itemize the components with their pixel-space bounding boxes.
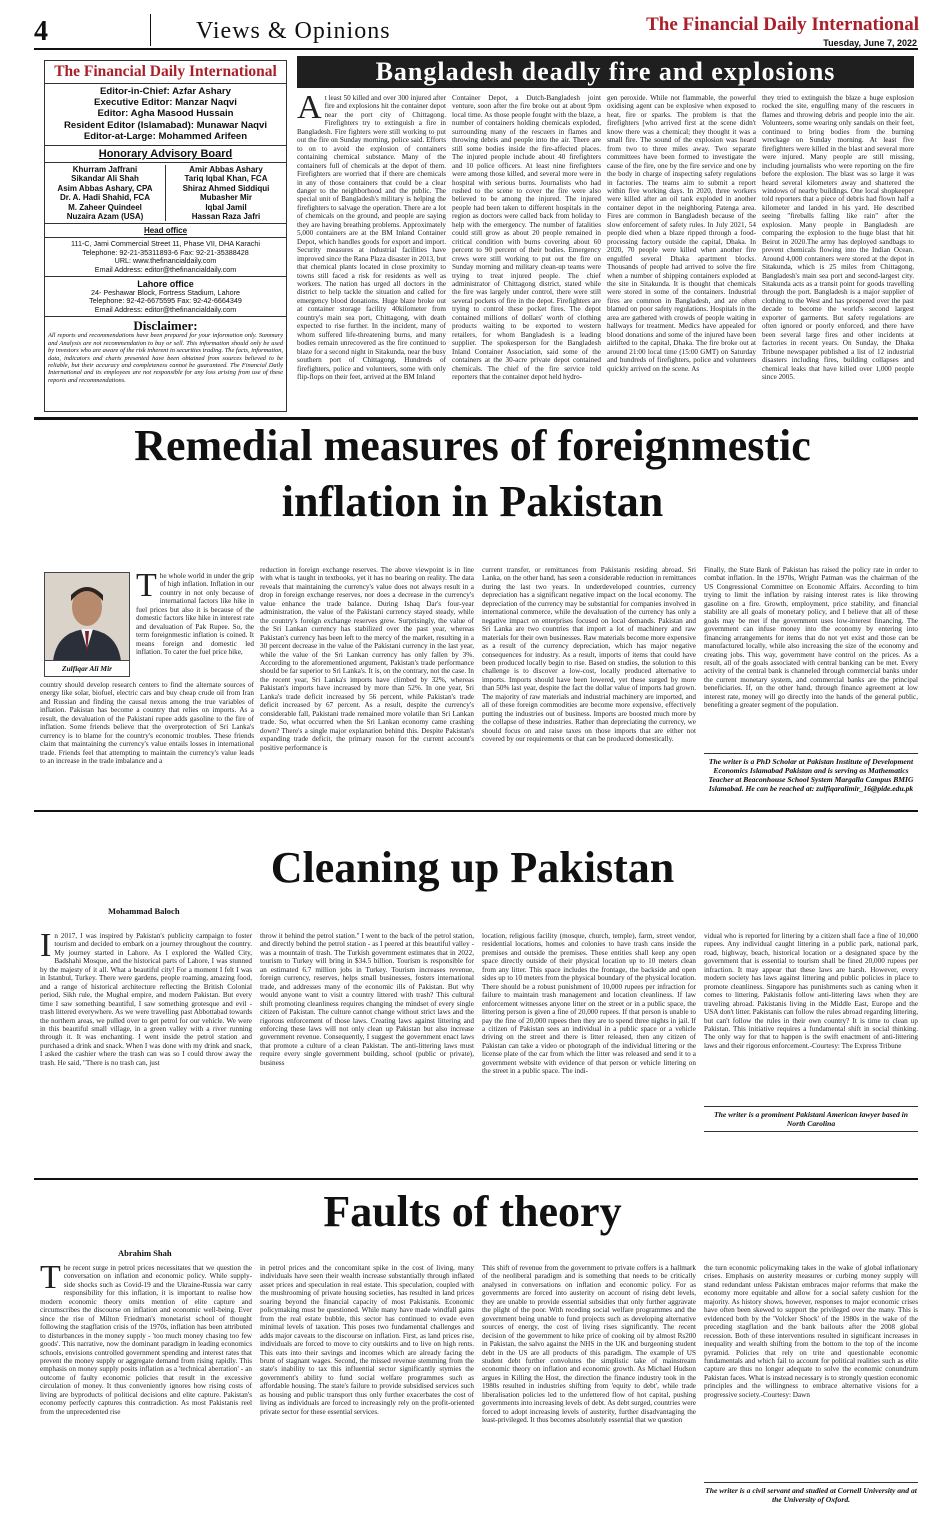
article-1-column-4: they tried to extinguish the blaze a huge explosion rocked the site, engulfing many of the rescuers in flames and throwing debris and people into the air. Volunteers, some wearing only sandals on their feet, continued to bring bodies from the burning wreckage on Sunday morning. At least five firefighters were killed in the blast and several more were injured. Many people are still missing, including journalists who were reporting on the fire before the explosion. The blast was so large it was heard several kilometers away and shattered the windows of nearby buildings. One local shopkeeper told reporters that a piece of debris had flown half a kilometer and landed in his yard. He described seeing "fireballs falling like rain" after the explosion. Many people in Bangladesh are comparing the explosion to the huge blast that hit Beirut in 2020.The army has deployed sandbags to prevent chemicals flowing into the Indian Ocean. Around 4,000 containers were stored at the depot in Sitakunda, which is 25 miles from Chittagong, Bangladesh's main sea port and second-largest city. Sitakunda acts as a transit point for goods travelling through the port. Bangladesh is a major supplier of clothing to the West and has prospered over the past decade to become the world's second largest exporter of garments. But safety regulations are often ignored or poorly enforced, and there have been several large fires and other incidents at factories in recent years. On Sunday, the Dhaka Tribune newspaper published a list of 12 industrial disasters including fires, building collapses and chemical leaks that have killed over 1,000 people since 2005. — [762, 94, 914, 381]
article-3-byline: Mohammad Baloch — [108, 906, 180, 916]
article-2-headline-line-2: inflation in Pakistan — [281, 477, 664, 526]
article-1-column-3: gen peroxide. While not flammable, the powerful oxidising agent can be explosive when exposed to heat, fire or sparks. The problem is that the firefighters [who arrived first at the scene didn't know there was a chemical; they thought it was a small fire. The sound of the explosion was heard from two to three miles away. Two separate committees have been formed to investigate the cause of the fire, one by the fire service and one by the body in charge of inspecting safety regulations in factories. The teams aim to submit a report within five working days. In 2020, three workers were killed after an oil tank exploded in another container depot in the neighboring Patenga area. Fires are common in Bangladesh because of the slow enforcement of safety rules. In July 2021, 54 people died when a blaze ripped through a food-processing factory outside the capital, Dhaka. In 2020, 70 people were killed when another fire engulfed several Dhaka apartment blocks. Thousands of people had arrived to solve the fire when a number of shipping containers exploded at the site in Sitakunda. It is thought that chemicals were stored in some of the containers. Industrial fires are common in Bangladesh, and are often blamed on poor safety regulations. Hospitals in the area are gathered with crowds of people waiting in hallways for treatment. Medics have appealed for blood donations and some of the injured have been airlifted to the capital, Dhaka. The fire broke out at around 21:00 local time (15:00 GMT) on Saturday and hundreds of firefighters, police and volunteers quickly arrived on the scene. As — [607, 94, 756, 373]
advisory-board-title: Honorary Advisory Board — [98, 148, 233, 161]
board-member: Mubasher Mir — [199, 193, 252, 203]
board-member: Shiraz Ahmed Siddiqui — [182, 183, 270, 193]
board-member: Amir Abbas Ashary — [189, 165, 263, 175]
article-1-headline: Bangladesh deadly fire and explosions — [297, 56, 914, 88]
article-4-byline: Abrahim Shah — [118, 1248, 172, 1258]
article-2-text: he whole world in under the grip of high inflation. Inflation in our country in not only because of international factors like hike in fuel prices but also it is because of the domestic factors like hike in interest rate and devaluation of Pak Rupee. So, the term foreignmestic inflation is coined. It means foreign and domestic led inflation. To cater the fuel price hike, — [136, 572, 254, 657]
disclaimer-text: All reports and recommendations have been prepared for your information only. Summary and Analysis are not recommendation to buy or sell. This information should only be used by investors who are aware of the risk inherent in securities trading. The facts, information, data, indicators and charts presented have been obtained from sources believed to be reliable, but their accuracy and completeness cannot be guaranteed. The Financial Daily International and its employees are not responsible for any loss arising from use of these reports and recommendations. — [48, 332, 283, 384]
head-office-email: Email Address: editor@thefinancialdaily.com — [94, 264, 237, 274]
editor-line: Resident Editor (Islamabad): Munawar Naqvi — [63, 119, 268, 131]
board-member: Asim Abbas Ashary, CPA — [57, 183, 153, 193]
head-office-line: Telephone: 92-21-35311893-6 Fax: 92-21-35388428 — [82, 247, 249, 257]
article-2-column-3: current transfer, or remittances from Pakistanis residing abroad. Sri Lanka, on the other hand, has seen a considerable reduction in remittances during the last two years. In underdeveloped countries, currency depreciation has a significant negative impact on the local economy. The depreciation of the currency may be substantial for companies involved in international commerce, while the devaluation of the currency has only a negative impact on enterprises focused on local demands. Pakistan and Sri Lanka are two countries that import a lot of machinery and raw materials for their own businesses. Raw materials become more expensive as a result of the currency depreciation, which has major negative consequences for industry. As a result, imports of items that could have been produced locally begin to rise. Based on studies, the solution to this challenge is to discover a low-cost, locally produced alternative to imports. Imports should have been lowered, yet these surged by more than 50% last year, despite the fact the dollar value of imports had grown. The majority of raw materials and industrial machinery are imported, and all of these foreign commodities are become more expensive, effectively putting the industries out of business. Imports are boosted much more by the collapse of these industries. Rather than depreciating the currency, we should focus on and raise taxes on those imports that are either not covered by our requirements or that can be produced domestically. — [482, 566, 696, 744]
article-3-column-1 — [40, 932, 252, 1172]
article-4-text: he recent surge in petrol prices necessitates that we question the conversation on inflation and economic policy. While supply-side shocks such as Covid-19 and the Ukraine-Russia war carry responsibility for this inflation, it is important to realise how modern economic theory omits mention of elite capture and circumscribes the discourse on inflation and economic well-being. Ever since the rise of Milton Friedman's monetarist school of thought following the stagflation crisis of the 1970s, inflation has been attributed to disturbances in the money supply - 'too much money chasing too few goods'. This narrative, now the dominant paradigm in leading economics schools, envisions controlled government spending and interest rates that prevent the money supply or aggregate demand from rising rapidly. This emphasis on money supply posits inflation as a 'technical aberration' - an outcome of faulty economic policies that result in the excessive circulation of money. It thus conveniently ignores how rising costs of living are byproducts of political decisions and elite capture. Pakistan's economy perfectly captures this contradiction. As most Pakistanis reel from the unprecedented rise — [40, 1264, 252, 1416]
section-rule — [34, 810, 918, 812]
lahore-office-email: Email Address: editor@thefinancialdaily.com — [94, 304, 237, 314]
section-rule — [34, 1178, 918, 1180]
article-1-column-2: Container Depot, a Dutch-Bangladesh joint venture, soon after the fire broke out at about 9pm local time. As those people fought with the blaze, a number of containers holding chemicals exploded, surrounding many of the rescuers in flames and throwing debris and people into the air. There are still some bodies inside the fire-affected places. The injured people include about 40 firefighters and 10 police officers. At least nine firefighters were among those killed, and several more were in hospital with serious burns. Journalists who had rushed to the scene to cover the fire were also believed to be among the injured. The injured people had been taken to different hospitals in the region as doctors were called back from holiday to help with the emergency. The number of fatalities could still grow as about 20 people remained in critical condition with burns covering about 60 percent to 90 percent of their bodies. Emergency crews were still working to put out the fire on Sunday morning and military clean-up teams were trying to treat injured people. The chief administrator of Chittagong district, stated while the fire was largely under control, there were still several pockets of fire in the depot. Firefighters are trying to control these pocket fires. The depot contained millions of dollars' worth of clothing products waiting to be exported to western retailers, for whom Bangladesh is a leading supplier. The spokesperson for the Bangladesh Inland Container Association, said some of the containers at the 30-acre private depot contained chemicals. The chief of the fire service told reporters that the container depot held hydro- — [452, 94, 601, 381]
lahore-office-line: 24- Peshawar Block, Fortress Stadium, Lahore — [90, 288, 240, 298]
article-4-column-4: the turn economic policymaking takes in the wake of global inflationary crises. Emphasis on austerity measures or curbing money supply will stand redundant unless Pakistan embraces major reforms that make the economy more equitable and allow for a social safety cushion for the majority. As history shows, however, responses to major economic crises have often been skewed to support the privileged over the many. This is evidenced both by the 'Volcker Shock' of the 1980s in the wake of the preceding stagflation and the bank bailouts after the 2008 global recession. Both of these interventions resulted in significant increases in inequality and wealth shifting from the bottom to the top of the income pyramid. Policies that rely on trite and questionable economic fundamentals and which fail to account for political realities such as elite capture are thus no longer adequate to solve the economic conundrum Pakistan faces. What is instead necessary is to strongly question economic principles and the willingness to embrace alternative visions for a progressive society.-Courtesy: Dawn — [704, 1264, 918, 1399]
issue-date: Tuesday, June 7, 2022 — [823, 38, 917, 48]
masthead-brand: The Financial Daily International — [646, 14, 919, 35]
article-4-headline: Faults of theory — [323, 1187, 622, 1236]
board-member: Sikandar Ali Shah — [71, 174, 139, 184]
article-3-column-2: throw it behind the petrol station." I went to the back of the petrol station, and directly behind the petrol station - as I peered at this beautiful valley - was a mountain of trash. The Turkish government estimates that in 2022, tourism to Turkey will bring in $34.5 billion. Tourism is responsible for an estimated 6.7 million jobs in Turkey. Tourism increases revenue, foreign currency, reserves, helps small businesses, fosters international trade, and addresses many of the economic ills of Pakistan. But why would anyone want to visit a country littered with trash? This cultural shift promoting cleanliness requires changing the mindset of every single citizen of Pakistan. The culture cannot change without strict laws and the rigorous enforcement of those laws. Creating laws against littering and enforcing these laws will not only clean up Pakistan but also increase government revenue. Consequently, I suggest the government enact laws that promote a culture of a clean Pakistan. The anti-littering laws must require every single government building, school (public or private), business — [260, 932, 474, 1067]
board-member: Khurram Jaffrani — [72, 165, 138, 175]
masthead-rule — [34, 48, 918, 50]
board-member: Tariq Iqbal Khan, FCA — [184, 174, 268, 184]
imprint-box — [44, 60, 287, 412]
article-1-text: t least 50 killed and over 300 injured after fire and explosions hit the container depot near the port city of Chittagong. Firefighters try to extinguish a fire in Bangladesh. Fire fighters were still working to put out the fire on Sunday morning, police said. Efforts to on to avoid the explosion of containers containing chemical substance. Many of the containers full of chemicals at the depot of them. Firefighters are worried that if there are chemicals in any of those containers that could be a clear danger to the neighborhood and the public. The special unit of Bangladesh's military is helping the firefighters to salvage the operation. There are a lot of chemicals on the ground, and people are saying they are having breathing problems. Approximately 5,000 containers are at the BM Inland Container Depot, which handles goods for export and import. Security measures at industrial facilities have improved since the Rana Plaza disaster in 2013, but that chemical plants located in close proximity to towns still faced a risk for residents as well as workers. The nation has urged all doctors in the district to help tackle the situation and called for emergency blood donations. Huge blaze broke out at container storage facility 40kilometer from country's main sea port, Chittagong, with death expected to rise further. In the incident, many of whom suffered life-threatening burns, and many bodies remain unrecovered as the fire continued to blaze for a second night in Sitakunda, near the busy southern port of Chittagong. Hundreds of firefighters, police and volunteers, some with only flip-flops on their feet, arrived at the BM Inland — [297, 94, 446, 381]
article-2-column-1-wrap — [136, 572, 254, 680]
article-4-author-note: The writer is a civil servant and studied at Cornell University and at the University of Oxford. — [704, 1482, 918, 1510]
board-member: Nuzaira Azam (USA) — [66, 212, 144, 222]
article-2-column-4: Finally, the State Bank of Pakistan has raised the policy rate in order to combat inflation. In the 1970s, Wright Patman was the chairman of the US Congressional Committee on Economic Affairs. According to him trying to limit the inflation by raising interest rates is like throwing gasoline on a fire. Growth, employment, price stability, and financial stability are all goals of monetary policy, and I believe that all of these goals may be met if the government uses low-interest financing. The government can infuse money into the economy by entering into financing arrangements for items that do not yet exist and those can be manufactured locally, while also increasing the size of the economy and creating jobs. This way, government have control on the prices. As a result, all of the goals associated with central banking can be met. Every activity of the central bank is channeled through commercial banks under the current monetary system, and commercial banks are the principal beneficiaries. If, on the other hand, through finance agreement at low interest rate, money will go directly into the hands of the general public, benefiting a greater segment of the population. — [704, 566, 918, 710]
article-4-column-3: This shift of revenue from the government to private coffers is a hallmark of the neoliberal paradigm and is something that needs to be critically analysed in conversations on inflation and economic policy. For as governments are forced into austerity on account of rising debt levels, they are unable to provide essential subsidies that only further aggravate the plight of the poor. With receding social welfare programmes and the government being unable to fund projects such as developing alternative sources of energy, the cost of living rises significantly. The recent decision of the government to hike price of cooking oil by almost Rs200 in Pakistan, the salvo against the NHS in the UK and burgeoning student debt in the US are all products of this paradigm. The example of US student debt further convolutes the simplistic take of mainstream economic theory on inflation and economic growth. As Michael Hudson argues in Killing the Host, the direction the finance industry took in the 1980s resulted in industries shifting from 'equity to debt', while trade liberalisation policies led to the unfettered flow of hot capital, pushing governments into increasing levels of debt. As debt surged, countries were forced to adopt increasing levels of austerity, further disadvantaging the least-privileged. It thus becomes absolutely essential that we question — [482, 1264, 696, 1425]
head-office-url: URL: www.thefinancialdaily.com — [114, 256, 217, 266]
article-2-column-1: country should develop research centers to find the alternate sources of energy like solar, biofuel, electric cars and buy cheap crude oil from Iran and Russian and finding the causal nexus among the true variables of inflation. Pakistan has become a country that relies on imports. As a result, the devaluation of the Pakistani rupee adds gasoline to the fire of inflation. Some friends believe that the overprotection of Sri Lanka's currency is to blame for the country's economic troubles. These friends claim that maintaining the currency's value entails losses in international trade. Friends feel that attempting to maintain the currency's value leads to an increase in the trade imbalance and a — [40, 681, 254, 766]
board-member: Hassan Raza Jafri — [191, 212, 261, 222]
article-2-headline — [0, 418, 945, 530]
editor-line: Executive Editor: Manzar Naqvi — [94, 97, 237, 109]
article-1-dropcap: A — [297, 94, 322, 126]
page-number: 4 — [34, 16, 48, 47]
disclaimer-title: Disclaimer: — [133, 318, 198, 334]
lahore-office-title: Lahore office — [137, 279, 194, 290]
article-2-headline-line-1: Remedial measures of foreignmestic — [134, 421, 811, 470]
editor-line: Editor-in-Chief: Azfar Ashary — [100, 86, 231, 97]
article-3-headline: Cleaning up Pakistan — [270, 843, 675, 892]
article-4-column-1 — [40, 1264, 252, 1512]
article-3-column-3: location, religious facility (mosque, church, temple), farm, street vendor, residential locations, homes and colonies to have trash cans inside the premises and outside the premises. These entities shall keep any open space directly outside of their physical location up to 10 meters clean from any litter. This space includes the frontage, the backside and open sides up to 10 meters from the physical boundary of the physical location. There should be a robust punishment of 10,000 rupees per infraction for failure to maintain trash management and location cleanliness. If law enforcement witnesses anyone litter on the street or in a public space, the littering person is given a fine of 20,000 rupees. If that person is unable to pay the fine of 20,000 rupees then they are to spend three nights in jail. If a citizen of Pakistan sees an individual in a public space or a vehicle driving on the street and there is litter released, then any citizen of Pakistan can take a video or photograph of the individual littering or the license plate of the car from which the litter was released and send it to a government website with evidence of that person or vehicle littering on the street in a public space. The indi- — [482, 932, 696, 1076]
board-member: Iqbal Jamil — [205, 202, 247, 212]
head-office-title: Head office — [143, 226, 188, 236]
author-portrait-image — [45, 573, 129, 661]
imprint-brand: The Financial Daily International — [54, 63, 277, 80]
head-office-line: 111-C, Jami Commercial Street 11, Phase VII, DHA Karachi — [71, 239, 260, 249]
board-member: Dr. A. Hadi Shahid, FCA — [60, 193, 150, 203]
lahore-office-line: Telephone: 92-42-6675595 Fax: 92-42-6664349 — [89, 296, 242, 306]
author-photo — [44, 572, 130, 677]
article-2-column-2: reduction in foreign exchange reserves. The above viewpoint is in line with what is taught in textbooks, yet it has no bearing on reality. The data reveals that maintaining the currency's value does not always result in a drop in foreign exchange reserves, nor does a decrease in the currency's value enhance the trade balance. During Ishaq Dar's four-year administration, the value of the Pakistani currency stayed steady, while the country's foreign exchange reserves grew. Surprisingly, the value of the Sri Lankan currency has stabilized over the past year, whereas Pakistan's currency has been left to the mercy of the market, resulting in a 30 percent decrease in the value of the Pakistani currency in the last year, while the value of the Sri Lankan currency has only fallen by 3%. According to the aforementioned argument, Pakistan's trade performance should be far superior to Sri Lanka's. It is, on the contrary, not the case. In the recent year, Sri Lanka's imports have climbed by 32%, whereas Pakistan's imports have increased by more than 52%. In one year, Sri Lanka's trade deficit increased by 56 percent, while Pakistan's trade deficit increased by 67 percent. As a result, despite the currency's considerable fall, Pakistani trade remained more volatile than Sri Lankan trade. So, what occurred when the Sri Lankan economy came crashing down? There's a single major explanation behind this. Despite Pakistan's expanding trade deficit, the primary reason for the current account's positive performance is — [260, 566, 474, 752]
article-3-column-4: vidual who is reported for littering by a citizen shall face a fine of 10,000 rupees. Any individual caught littering in a public park, national park, road, highway, beach, historical location or a designated space by the government that is essential to tourism shall be fined 20,000 rupees per infraction. It may appear that these laws are harsh. However, every modern society has laws against littering and public policies in place to promote cleanliness. Singapore has punishments such as caning when it comes to littering. Pakistanis follow anti-littering laws when they are traveling abroad. Pakistanis living in the Middle East, Europe and the USA don't litter. Pakistanis can follow the rules abroad regarding littering, but can't follow the rules in their own country? It is time to clean up Pakistan. This initiative requires a fundamental shift in social thinking. The only way for that to happen is the swift enactment of anti-littering laws and their rigorous enforcement.-Courtesy: The Express Tribune — [704, 932, 918, 1050]
article-4-dropcap: T — [40, 1264, 61, 1296]
editor-line: Editor: Agha Masood Hussain — [97, 108, 234, 120]
article-3-text: n 2017, I was inspired by Pakistan's publicity campaign to foster tourism and decided to embark on a journey throughout the country. My journey started in Lahore. As I explored the Walled City, Badshahi Mosque, and the historical parts of Lahore, I was stunned by the majesty of it all. What a beautiful city! For a moment I felt I was in Istanbul, Turkey. There were gardens, people roaming, amazing food, and a range of historical architecture reflecting the British Colonial period, Sikh rule, the Mughal empire, and modern Pakistan. But every time I saw something beautiful, I saw something grotesque and evil - trash littered everywhere. As we were travelling past Abbottabad towards the northern areas, we pulled over to get petrol for our vehicle. We were in this beautiful small village, in a green valley with a river running through it. It was enchanting. I went inside the petrol station and purchased a drink and snack. When I was done with my drink and snack, I asked the cashier where the trash can was so I could throw away the trash. He said, "There is no trash can, just — [40, 932, 252, 1067]
article-4-column-2: in petrol prices and the concomitant spike in the cost of living, many individuals have seen their wealth increase substantially through inflated asset prices and speculation in real estate. This speculation, coupled with the mushrooming of private housing societies, has resulted in land prices soaring beyond the financial capacity of most Pakistanis. Economic policymaking must be questioned. While many have made windfall gains from the real estate bubble, this sector has continued to evade even minimal levels of taxation. This poses two fundamental challenges and adds major caveats to the discourse on inflation. First, as land prices rise, individuals are forced to move to city outskirts and to live on high rents. This eats into their savings and incomes which are already facing the brunt of stagnant wages. Second, the missed revenue stemming from the state's inability to tax this influential sector significantly stymies the government's ability to fund social welfare programmes such as affordable housing. The state's failure to provide subsidised services such as housing and public transport thus only further exacerbates the cost of living as individuals are forced to increasingly rely on the profit-oriented private sector for these essential services. — [260, 1264, 474, 1416]
article-2-author-note: The writer is a PhD Scholar at Pakistan Institute of Development Economics Islamabad Pakistan and is serving as Mathematics Teacher at Beaconhouse School System Margalla Campus BMIG Islamabad. He can be reached at: zulfiqaralimir_16@pide.edu.pk — [704, 753, 918, 801]
editor-line: Editor-at-Large: Mohammed Arifeen — [83, 130, 248, 142]
masthead-divider — [150, 14, 151, 46]
author-caption: Zulfiqar Ali Mir — [45, 660, 129, 676]
advisory-board-list — [45, 165, 286, 221]
article-1-column-1 — [297, 94, 446, 414]
board-member: M. Zaheer Quindeel — [68, 202, 142, 212]
article-3-dropcap: I — [40, 932, 52, 964]
article-2-dropcap: T — [136, 572, 157, 604]
section-title: Views & Opinions — [196, 18, 391, 44]
article-3-author-note: The writer is a prominent Pakistani American lawyer based in North Carolina — [704, 1106, 918, 1132]
